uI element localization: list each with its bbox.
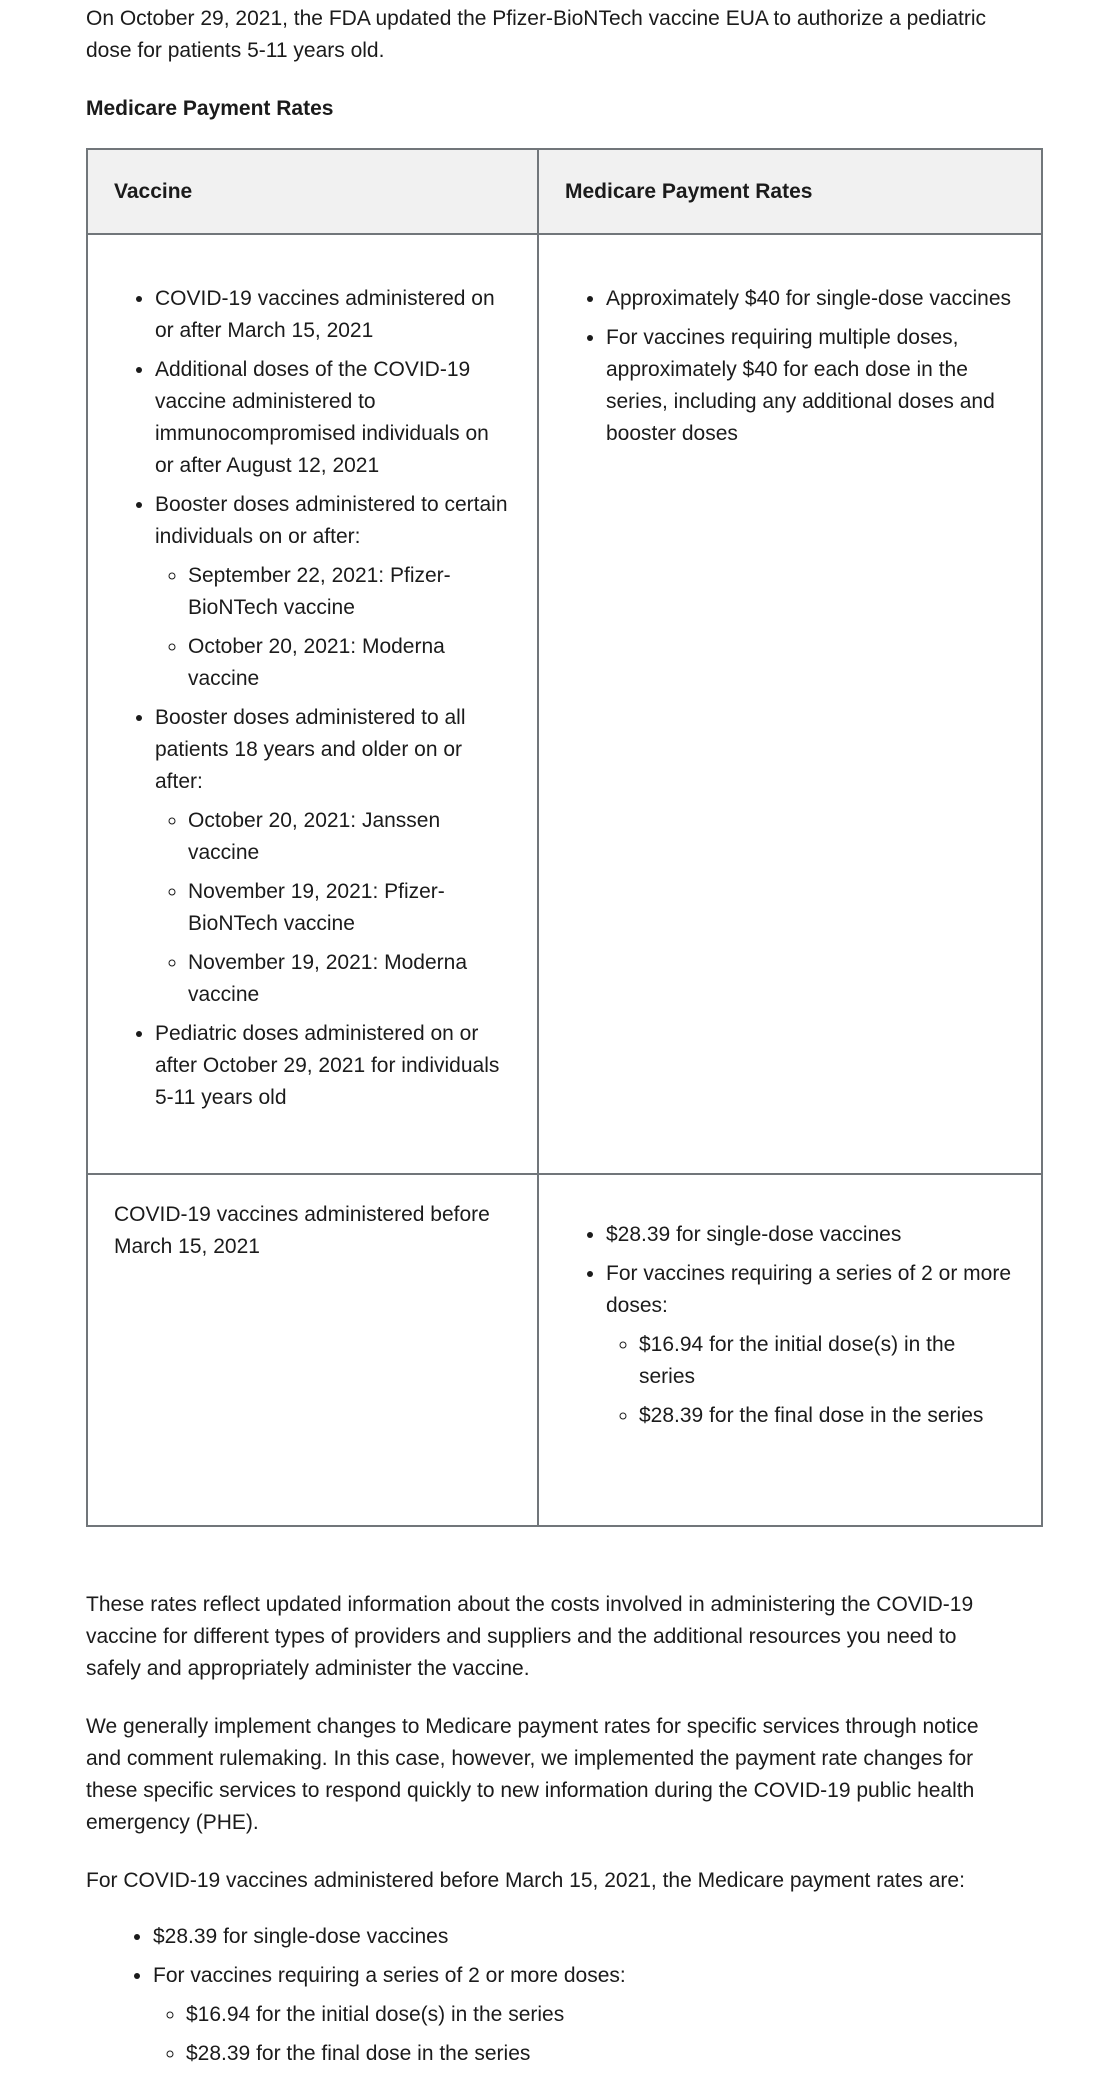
list-item	[155, 702, 511, 1011]
list-item-text: For vaccines requiring a series of 2 or more doses:	[606, 1262, 1011, 1317]
payment-rates-table	[86, 148, 1043, 1527]
sub-list-item: ◦ October 20, 2021: Moderna vaccine	[188, 631, 511, 695]
rates-explanation-paragraph: These rates reflect updated information about the costs involved in administering the COVID-19 vaccine for different types of providers and suppliers and the additional resources you need to safely and appropriately administer the vaccine.	[86, 1593, 974, 1680]
table-row	[87, 1174, 1042, 1526]
list-item: • Additional doses of the COVID-19 vaccine administered to immunocompromised individuals on or after August 12, 2021	[155, 354, 511, 482]
sub-list	[606, 1329, 1015, 1432]
pre-march-rates-intro: For COVID-19 vaccines administered before March 15, 2021, the Medicare payment rates are:	[86, 1869, 965, 1892]
sub-list	[153, 1999, 1007, 2070]
sub-list-item: ◦ October 20, 2021: Janssen vaccine	[188, 805, 511, 869]
row2-vaccine-text: COVID-19 vaccines administered before March 15, 2021	[114, 1203, 490, 1258]
sub-list-item: ◦ November 19, 2021: Moderna vaccine	[188, 947, 511, 1011]
list-item	[153, 1960, 1007, 2070]
list-item: • Pediatric doses administered on or after October 29, 2021 for individuals 5-11 years old	[155, 1018, 511, 1114]
list-item: • $28.39 for single-dose vaccines	[153, 1921, 1007, 1953]
rulemaking-paragraph: We generally implement changes to Medicare payment rates for specific services through notice and comment rulemaking. In this case, however, we implemented the payment rate changes for these specific services to respond quickly to new information during the COVID-19 public health emergency (PHE).	[86, 1715, 979, 1834]
row2-rates-list	[565, 1175, 1015, 1432]
row2-rates-cell	[538, 1174, 1042, 1526]
table-header-row	[87, 149, 1042, 234]
row1-vaccine-list	[114, 235, 511, 1114]
intro-paragraph: On October 29, 2021, the FDA updated the Pfizer-BioNTech vaccine EUA to authorize a pediatric dose for patients 5-11 years old.	[86, 7, 987, 62]
header-payment-rates: Medicare Payment Rates	[538, 149, 1042, 234]
section-title: Medicare Payment Rates	[86, 97, 334, 120]
list-item: • COVID-19 vaccines administered on or after March 15, 2021	[155, 283, 511, 347]
sub-list-item: ◦ November 19, 2021: Pfizer-BioNTech vaccine	[188, 876, 511, 940]
sub-list-item: ◦ $16.94 for the initial dose(s) in the series	[186, 1999, 1007, 2031]
sub-list-item: ◦ $28.39 for the final dose in the series	[639, 1400, 1015, 1432]
table-row	[87, 234, 1042, 1174]
list-item	[606, 1258, 1015, 1432]
row1-rates-cell	[538, 234, 1042, 1174]
sub-list	[155, 560, 511, 695]
sub-list-item: ◦ $16.94 for the initial dose(s) in the series	[639, 1329, 1015, 1393]
list-item: • $28.39 for single-dose vaccines	[606, 1219, 1015, 1251]
sub-list-item: ◦ $28.39 for the final dose in the series	[186, 2038, 1007, 2070]
list-item	[155, 489, 511, 695]
sub-list-item: ◦ September 22, 2021: Pfizer-BioNTech vaccine	[188, 560, 511, 624]
row1-rates-list	[565, 235, 1015, 450]
list-item: • Approximately $40 for single-dose vaccines	[606, 283, 1015, 315]
row2-vaccine-cell	[87, 1174, 538, 1526]
list-item-text: Booster doses administered to all patients 18 years and older on or after:	[155, 706, 466, 793]
list-item-text: For vaccines requiring a series of 2 or more doses:	[153, 1964, 626, 1987]
list-item: • For vaccines requiring multiple doses, approximately $40 for each dose in the series, including any additional doses and booster doses	[606, 322, 1015, 450]
header-vaccine: Vaccine	[87, 149, 538, 234]
sub-list	[155, 805, 511, 1011]
list-item-text: Booster doses administered to certain individuals on or after:	[155, 493, 508, 548]
pre-march-rates-list	[86, 1921, 1007, 2070]
row1-vaccine-cell	[87, 234, 538, 1174]
